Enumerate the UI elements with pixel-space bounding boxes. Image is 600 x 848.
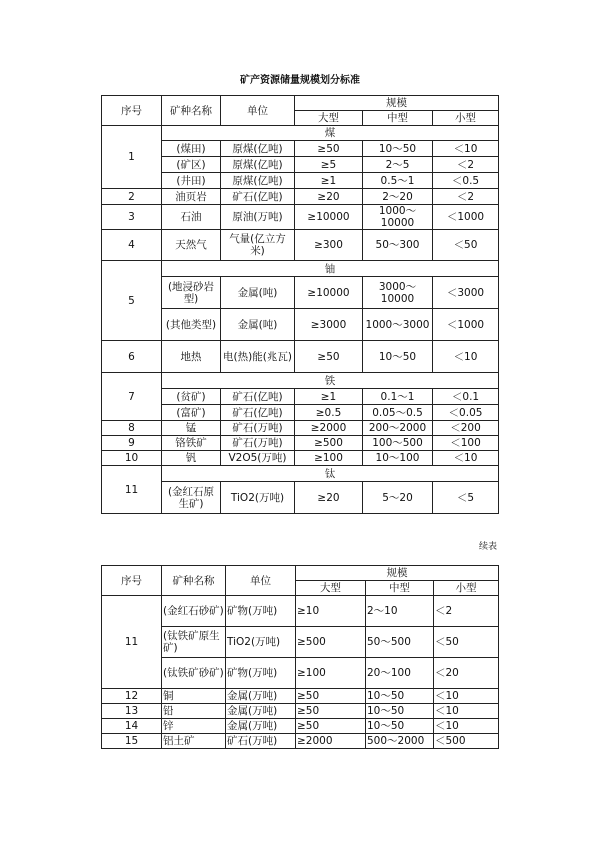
header-large: 大型 <box>296 581 366 596</box>
large-value: ≥1 <box>295 389 363 405</box>
medium-value: 200～2000 <box>363 421 433 436</box>
medium-value: 2～10 <box>366 596 434 627</box>
mineral-name: 油页岩 <box>162 189 221 205</box>
document-title: 矿产资源储量规模划分标准 <box>240 75 360 86</box>
medium-value: 5～20 <box>363 482 433 514</box>
large-value: ≥100 <box>296 658 366 689</box>
mineral-name: (金红石原生矿) <box>162 482 221 514</box>
mineral-name: (地浸砂岩型) <box>162 277 221 309</box>
unit: 原煤(亿吨) <box>221 157 295 173</box>
mineral-name: (井田) <box>162 173 221 189</box>
mineral-name: (富矿) <box>162 405 221 421</box>
row-no: 2 <box>102 189 162 205</box>
header-row <box>102 96 499 111</box>
unit: 矿石(万吨) <box>226 734 296 749</box>
table-row <box>102 189 499 205</box>
unit: 原煤(亿吨) <box>221 173 295 189</box>
unit: 矿物(万吨) <box>226 658 296 689</box>
table-row <box>102 309 499 341</box>
small-value: ＜50 <box>433 230 499 261</box>
unit: 气量(亿立方米) <box>221 230 295 261</box>
small-value: ＜100 <box>433 436 499 451</box>
large-value: ≥10 <box>296 596 366 627</box>
small-value: ＜10 <box>433 341 499 373</box>
group-label: 钛 <box>162 466 499 482</box>
row-no: 7 <box>102 373 162 421</box>
mineral-name: 石油 <box>162 205 221 230</box>
medium-value: 10～50 <box>366 704 434 719</box>
table-row <box>102 451 499 466</box>
group-label: 煤 <box>162 126 499 141</box>
row-no: 15 <box>102 734 162 749</box>
small-value: ＜2 <box>433 157 499 173</box>
small-value: ＜10 <box>434 719 499 734</box>
header-row <box>102 566 499 581</box>
row-no: 4 <box>102 230 162 261</box>
large-value: ≥300 <box>295 230 363 261</box>
small-value: ＜10 <box>433 451 499 466</box>
mineral-name: 铅 <box>162 704 226 719</box>
row-no: 11 <box>102 596 162 689</box>
medium-value: 50～500 <box>366 627 434 658</box>
row-no: 9 <box>102 436 162 451</box>
table-row <box>102 719 499 734</box>
row-no: 1 <box>102 126 162 189</box>
small-value: ＜2 <box>433 189 499 205</box>
large-value: ≥2000 <box>295 421 363 436</box>
group-label: 铁 <box>162 373 499 389</box>
large-value: ≥50 <box>295 141 363 157</box>
large-value: ≥50 <box>295 341 363 373</box>
unit: 金属(吨) <box>221 277 295 309</box>
mineral-name: (其他类型) <box>162 309 221 341</box>
unit: 原煤(亿吨) <box>221 141 295 157</box>
medium-value: 1000～3000 <box>363 309 433 341</box>
table-row <box>102 277 499 309</box>
mineral-name: 铜 <box>162 689 226 704</box>
table-row <box>102 734 499 749</box>
mineral-name: (钛铁矿原生矿) <box>162 627 226 658</box>
table-row <box>102 482 499 514</box>
medium-value: 20～100 <box>366 658 434 689</box>
medium-value: 0.5～1 <box>363 173 433 189</box>
unit: 金属(吨) <box>221 309 295 341</box>
table-row <box>102 596 499 627</box>
header-name: 矿种名称 <box>162 96 221 126</box>
medium-value: 10～50 <box>366 719 434 734</box>
medium-value: 1000～10000 <box>363 205 433 230</box>
mineral-name: (金红石砂矿) <box>162 596 226 627</box>
row-no: 11 <box>102 466 162 514</box>
unit: 金属(万吨) <box>226 689 296 704</box>
medium-value: 10～100 <box>363 451 433 466</box>
row-no: 14 <box>102 719 162 734</box>
mineral-name: 天然气 <box>162 230 221 261</box>
header-small: 小型 <box>434 581 499 596</box>
unit: TiO2(万吨) <box>226 627 296 658</box>
table-row <box>102 704 499 719</box>
table-row <box>102 141 499 157</box>
small-value: ＜500 <box>434 734 499 749</box>
mineral-name: (钛铁矿砂矿) <box>162 658 226 689</box>
header-scale: 规模 <box>295 96 499 111</box>
unit: 原油(万吨) <box>221 205 295 230</box>
medium-value: 10～50 <box>363 341 433 373</box>
header-medium: 中型 <box>366 581 434 596</box>
table-row <box>102 689 499 704</box>
row-no: 8 <box>102 421 162 436</box>
group-row-uranium <box>102 261 499 277</box>
large-value: ≥50 <box>296 689 366 704</box>
medium-value: 50～300 <box>363 230 433 261</box>
small-value: ＜5 <box>433 482 499 514</box>
scale-table-part2 <box>101 565 499 749</box>
large-value: ≥50 <box>296 719 366 734</box>
large-value: ≥20 <box>295 189 363 205</box>
unit: 矿物(万吨) <box>226 596 296 627</box>
table-row <box>102 436 499 451</box>
group-row-iron <box>102 373 499 389</box>
small-value: ＜10 <box>433 141 499 157</box>
table-row <box>102 205 499 230</box>
small-value: ＜0.5 <box>433 173 499 189</box>
large-value: ≥50 <box>296 704 366 719</box>
small-value: ＜20 <box>434 658 499 689</box>
table-row <box>102 341 499 373</box>
mineral-name: (煤田) <box>162 141 221 157</box>
group-row-coal <box>102 126 499 141</box>
header-no: 序号 <box>102 566 162 596</box>
medium-value: 2～20 <box>363 189 433 205</box>
medium-value: 500～2000 <box>366 734 434 749</box>
medium-value: 10～50 <box>363 141 433 157</box>
header-medium: 中型 <box>363 111 433 126</box>
mineral-name: 锌 <box>162 719 226 734</box>
mineral-name: 铝土矿 <box>162 734 226 749</box>
small-value: ＜200 <box>433 421 499 436</box>
scale-table-part1 <box>101 95 499 514</box>
large-value: ≥500 <box>296 627 366 658</box>
small-value: ＜10 <box>434 689 499 704</box>
mineral-name: 地热 <box>162 341 221 373</box>
unit: 矿石(亿吨) <box>221 189 295 205</box>
large-value: ≥10000 <box>295 277 363 309</box>
small-value: ＜3000 <box>433 277 499 309</box>
small-value: ＜1000 <box>433 309 499 341</box>
mineral-name: (矿区) <box>162 157 221 173</box>
unit: 金属(万吨) <box>226 719 296 734</box>
table-row <box>102 658 499 689</box>
small-value: ＜10 <box>434 704 499 719</box>
group-label: 铀 <box>162 261 499 277</box>
unit: 矿石(万吨) <box>221 436 295 451</box>
table-row <box>102 157 499 173</box>
table-row <box>102 421 499 436</box>
small-value: ＜1000 <box>433 205 499 230</box>
large-value: ≥100 <box>295 451 363 466</box>
unit: V2O5(万吨) <box>221 451 295 466</box>
row-no: 10 <box>102 451 162 466</box>
large-value: ≥2000 <box>296 734 366 749</box>
medium-value: 2～5 <box>363 157 433 173</box>
mineral-name: 铬铁矿 <box>162 436 221 451</box>
row-no: 13 <box>102 704 162 719</box>
continued-label: 续表 <box>478 542 497 552</box>
large-value: ≥3000 <box>295 309 363 341</box>
table-row <box>102 405 499 421</box>
unit: 电(热)能(兆瓦) <box>221 341 295 373</box>
small-value: ＜0.05 <box>433 405 499 421</box>
header-scale: 规模 <box>296 566 499 581</box>
small-value: ＜2 <box>434 596 499 627</box>
row-no: 6 <box>102 341 162 373</box>
unit: 矿石(万吨) <box>221 421 295 436</box>
header-no: 序号 <box>102 96 162 126</box>
mineral-name: (贫矿) <box>162 389 221 405</box>
unit: 矿石(亿吨) <box>221 389 295 405</box>
table-row <box>102 627 499 658</box>
large-value: ≥5 <box>295 157 363 173</box>
header-unit: 单位 <box>221 96 295 126</box>
table-row <box>102 173 499 189</box>
medium-value: 0.05～0.5 <box>363 405 433 421</box>
small-value: ＜50 <box>434 627 499 658</box>
medium-value: 3000～10000 <box>363 277 433 309</box>
header-small: 小型 <box>433 111 499 126</box>
row-no: 5 <box>102 261 162 341</box>
small-value: ＜0.1 <box>433 389 499 405</box>
row-no: 3 <box>102 205 162 230</box>
mineral-name: 锰 <box>162 421 221 436</box>
mineral-name: 钒 <box>162 451 221 466</box>
header-unit: 单位 <box>226 566 296 596</box>
large-value: ≥20 <box>295 482 363 514</box>
medium-value: 0.1～1 <box>363 389 433 405</box>
large-value: ≥1 <box>295 173 363 189</box>
medium-value: 10～50 <box>366 689 434 704</box>
large-value: ≥10000 <box>295 205 363 230</box>
table-row <box>102 389 499 405</box>
header-large: 大型 <box>295 111 363 126</box>
large-value: ≥500 <box>295 436 363 451</box>
large-value: ≥0.5 <box>295 405 363 421</box>
unit: 金属(万吨) <box>226 704 296 719</box>
medium-value: 100～500 <box>363 436 433 451</box>
unit: 矿石(亿吨) <box>221 405 295 421</box>
table-row <box>102 230 499 261</box>
header-name: 矿种名称 <box>162 566 226 596</box>
unit: TiO2(万吨) <box>221 482 295 514</box>
row-no: 12 <box>102 689 162 704</box>
group-row-titanium <box>102 466 499 482</box>
